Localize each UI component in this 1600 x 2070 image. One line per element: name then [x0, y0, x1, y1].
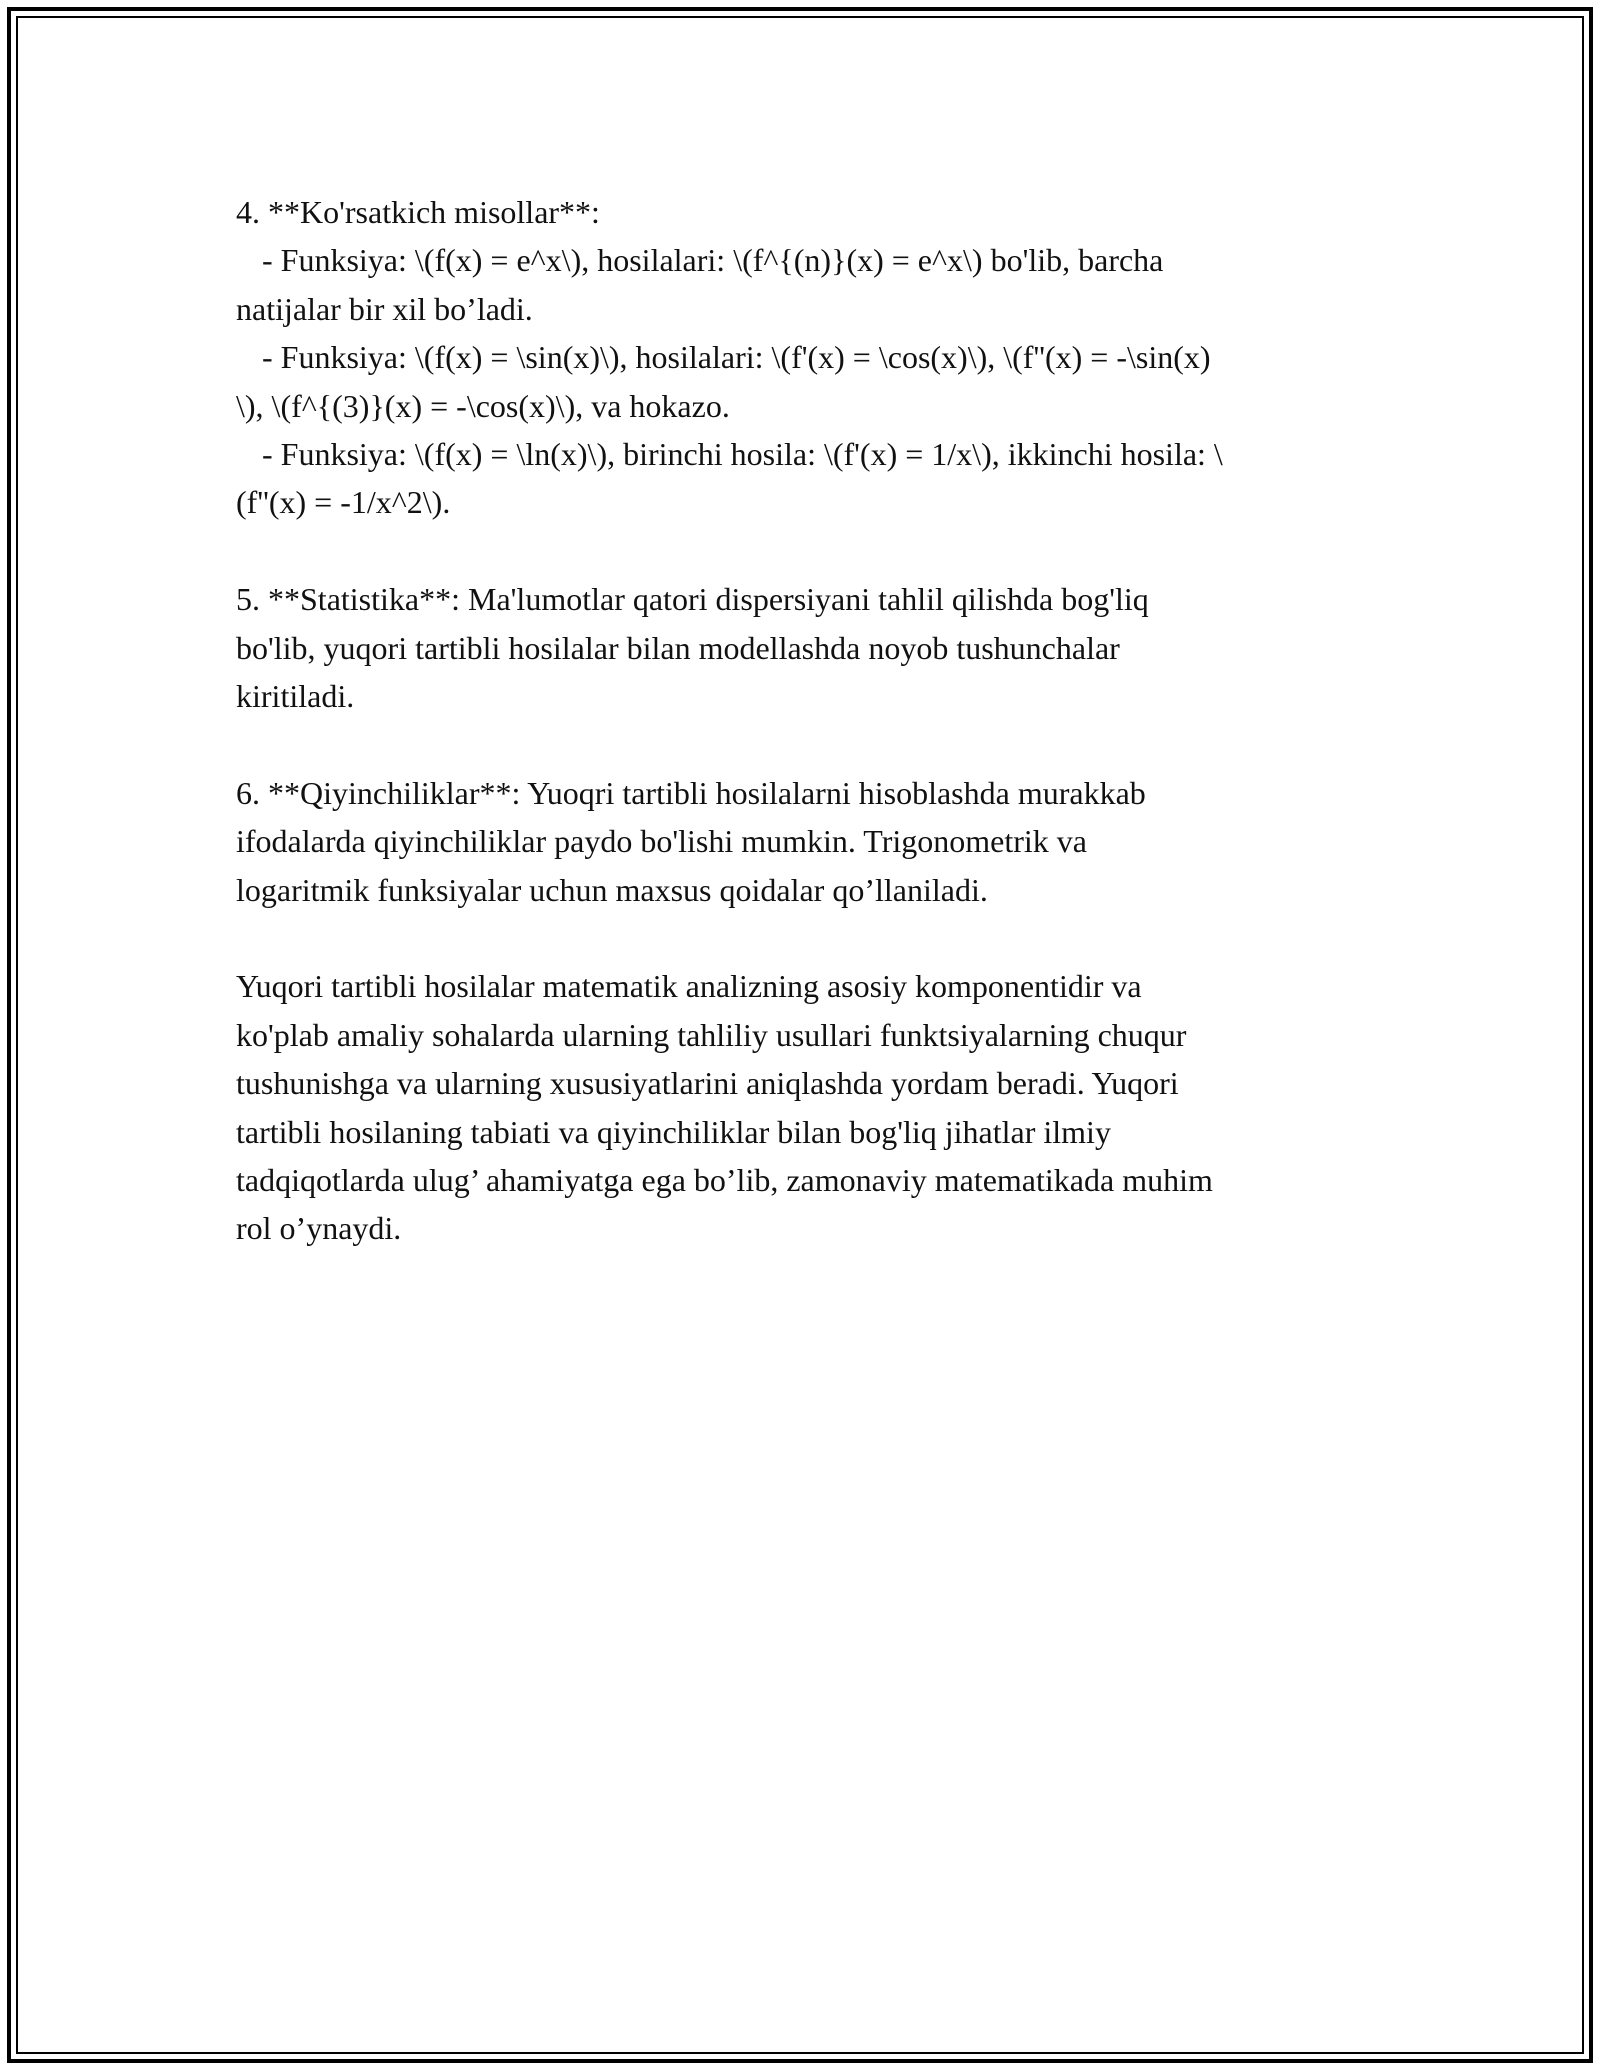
- text-line: tadqiqotlarda ulug’ ahamiyatga ega bo’lib, zamonaviy matematikada muhim: [236, 1162, 1213, 1199]
- text-line: ko'plab amaliy sohalarda ularning tahliliy usullari funktsiyalarning chuqur: [236, 1016, 1187, 1053]
- text-line: bo'lib, yuqori tartibli hosilalar bilan modellashda noyob tushunchalar: [236, 629, 1120, 666]
- paragraph-difficulties: [236, 769, 1376, 914]
- text-line: tushunishga va ularning xususiyatlarini aniqlashda yordam beradi. Yuqori: [236, 1065, 1179, 1102]
- text-line: - Funksiya: \(f(x) = \ln(x)\), birinchi hosila: \(f'(x) = 1/x\), ikkinchi hosila: \: [262, 436, 1223, 473]
- text-line: \), \(f^{(3)}(x) = -\cos(x)\), va hokazo.: [236, 387, 730, 424]
- paragraph-gap: [236, 527, 1376, 575]
- text-line: ifodalarda qiyinchiliklar paydo bo'lishi mumkin. Trigonometrik va: [236, 823, 1087, 860]
- text-line: 5. **Statistika**: Ma'lumotlar qatori dispersiyani tahlil qilishda bog'liq: [236, 581, 1149, 618]
- text-line: tartibli hosilaning tabiati va qiyinchiliklar bilan bog'liq jihatlar ilmiy: [236, 1113, 1111, 1150]
- text-line: - Funksiya: \(f(x) = e^x\), hosilalari: \(f^{(n)}(x) = e^x\) bo'lib, barcha: [262, 242, 1164, 279]
- paragraph-conclusion: [236, 962, 1376, 1252]
- text-line: kiritiladi.: [236, 678, 355, 715]
- text-line: 4. **Ko'rsatkich misollar**:: [236, 194, 600, 230]
- text-line: (f''(x) = -1/x^2\).: [236, 484, 451, 521]
- paragraph-statistics: [236, 575, 1376, 720]
- text-line: 6. **Qiyinchiliklar**: Yuoqri tartibli hosilalarni hisoblashda murakkab: [236, 774, 1146, 811]
- paragraph-gap: [236, 720, 1376, 768]
- paragraph-gap: [236, 914, 1376, 962]
- paragraph-exponential-examples: [236, 188, 1376, 527]
- text-line: - Funksiya: \(f(x) = \sin(x)\), hosilalari: \(f'(x) = \cos(x)\), \(f''(x) = -\sin(x): [262, 339, 1211, 376]
- text-line: rol o’ynaydi.: [236, 1210, 402, 1247]
- document-body: [236, 188, 1376, 1253]
- text-line: natijalar bir xil bo’ladi.: [236, 290, 533, 327]
- text-line: Yuqori tartibli hosilalar matematik analizning asosiy komponentidir va: [236, 968, 1142, 1005]
- text-line: logaritmik funksiyalar uchun maxsus qoidalar qo’llaniladi.: [236, 871, 988, 908]
